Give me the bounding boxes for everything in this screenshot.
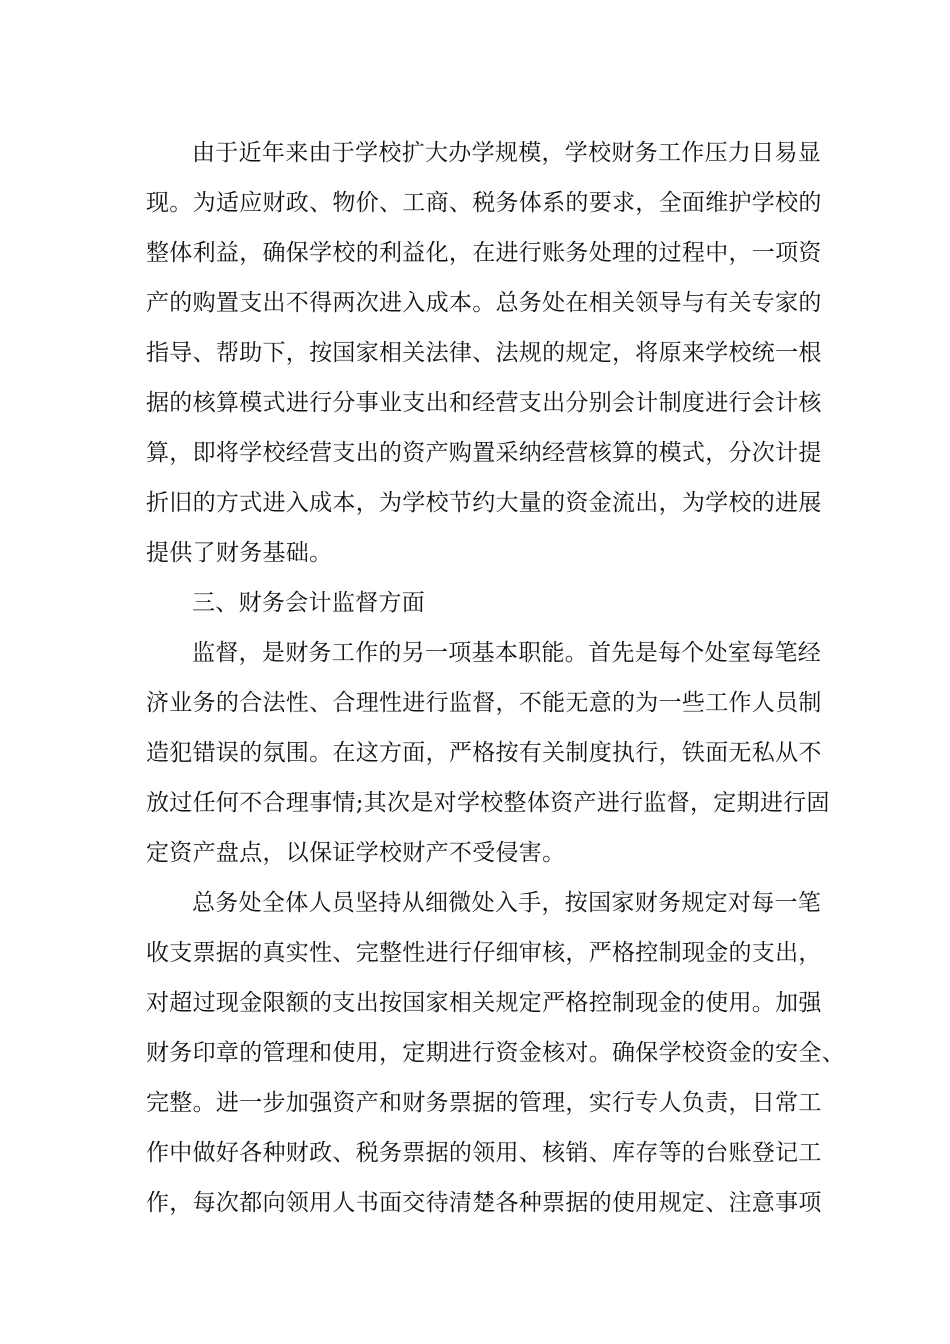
paragraph-2-line-3: 造犯错误的氛围。在这方面，严格按有关制度执行，铁面无私从不: [146, 740, 822, 766]
paragraph-3-line-1: 总务处全体人员坚持从细微处入手，按国家财务规定对每一笔: [192, 890, 822, 916]
paragraph-1-line-7: 算，即将学校经营支出的资产购置采纳经营核算的模式，分次计提: [146, 440, 822, 466]
paragraph-1-line-5: 指导、帮助下，按国家相关法律、法规的规定，将原来学校统一根: [146, 340, 822, 366]
paragraph-3-line-7: 作，每次都向领用人书面交待清楚各种票据的使用规定、注意事项: [146, 1190, 822, 1216]
section-heading: 三、财务会计监督方面: [192, 590, 425, 616]
paragraph-2-line-5: 定资产盘点，以保证学校财产不受侵害。: [146, 840, 566, 866]
paragraph-3-line-5: 完整。进一步加强资产和财务票据的管理，实行专人负责，日常工: [146, 1090, 822, 1116]
paragraph-1-line-4: 产的购置支出不得两次进入成本。总务处在相关领导与有关专家的: [146, 290, 822, 316]
paragraph-1-line-1: 由于近年来由于学校扩大办学规模，学校财务工作压力日易显: [192, 140, 822, 166]
paragraph-1-line-3: 整体利益，确保学校的利益化，在进行账务处理的过程中，一项资: [146, 240, 822, 266]
paragraph-3-line-2: 收支票据的真实性、完整性进行仔细审核，严格控制现金的支出，: [146, 940, 822, 966]
paragraph-3-line-3: 对超过现金限额的支出按国家相关规定严格控制现金的使用。加强: [146, 990, 822, 1016]
paragraph-2-line-4: 放过任何不合理事情;其次是对学校整体资产进行监督，定期进行固: [146, 790, 830, 816]
paragraph-3-line-6: 作中做好各种财政、税务票据的领用、核销、库存等的台账登记工: [146, 1140, 822, 1166]
paragraph-2-line-1: 监督，是财务工作的另一项基本职能。首先是每个处室每笔经: [192, 640, 822, 666]
paragraph-1-line-2: 现。为适应财政、物价、工商、税务体系的要求，全面维护学校的: [146, 190, 822, 216]
paragraph-2-line-2: 济业务的合法性、合理性进行监督，不能无意的为一些工作人员制: [146, 690, 822, 716]
paragraph-1-line-8: 折旧的方式进入成本，为学校节约大量的资金流出，为学校的进展: [146, 490, 822, 516]
paragraph-1-line-6: 据的核算模式进行分事业支出和经营支出分别会计制度进行会计核: [146, 390, 822, 416]
paragraph-1-line-9: 提供了财务基础。: [146, 540, 333, 566]
document-body: [146, 128, 845, 1228]
paragraph-3-line-4: 财务印章的管理和使用，定期进行资金核对。确保学校资金的安全、: [146, 1040, 845, 1066]
